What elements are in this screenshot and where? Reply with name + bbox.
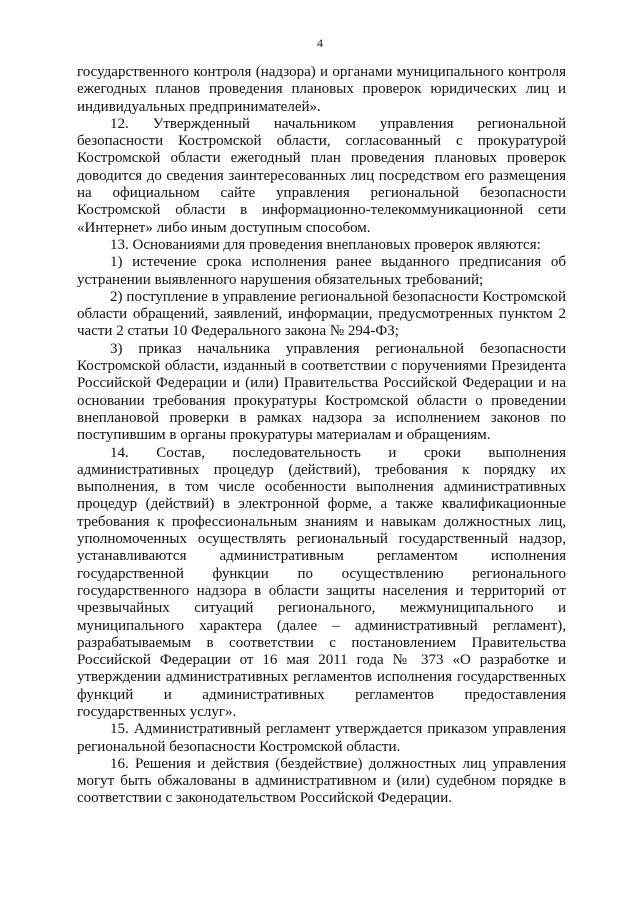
paragraph-13-item-2: 2) поступление в управление региональной безопасности Костромской области обращений, заявлений, информации, предусмотренных пунктом 2 части 2 статьи 10 Федерального закона № 294-ФЗ; xyxy=(77,288,566,340)
paragraph-13-item-3: 3) приказ начальника управления региональной безопасности Костромской области, изданный в соответствии с поручениями Президента Российской Федерации и (или) Правительства Российской Федерации и на основании требования прокуратуры Костромской области о проведении внеплановой проверки в рамках надзора за исполнением законов по поступившим в органы прокуратуры материалам и обращениям. xyxy=(77,340,566,444)
paragraph-12: 12. Утвержденный начальником управления региональной безопасности Костромской области, согласованный с прокуратурой Костромской области ежегодный план проведения плановых проверок доводится до сведения заинтересованных лиц посредством его размещения на официальном сайте управления региональной безопасности Костромской области в информационно-телекоммуникационной сети «Интернет» либо иным доступным способом. xyxy=(77,115,566,236)
paragraph-14: 14. Состав, последовательность и сроки выполнения административных процедур (действий), требования к порядку их выполнения, в том числе особенности выполнения административных процедур (действий) в электронной форме, а также квалификационные требования к профессиональным знаниям и навыкам должностных лиц, уполномоченных осуществлять региональный государственный надзор, устанавливаются административным регламентом исполнения государственной функции по осуществлению регионального государственного надзора в области защиты населения и территорий от чрезвычайных ситуаций регионального, межмуниципального и муниципального характера (далее – административный регламент), разрабатываемым в соответствии с постановлением Правительства Российской Федерации от 16 мая 2011 года № 373 «О разработке и утверждении административных регламентов исполнения государственных функций и административных регламентов предоставления государственных услуг». xyxy=(77,444,566,720)
paragraph-15: 15. Административный регламент утверждается приказом управления региональной безопасности Костромской области. xyxy=(77,721,566,755)
page-number: 4 xyxy=(317,36,323,50)
paragraph-13: 13. Основаниями для проведения внеплановых проверок являются: xyxy=(110,236,541,253)
document-body xyxy=(77,64,566,808)
paragraph-continuation: государственного контроля (надзора) и органами муниципального контроля ежегодных планов проведения плановых проверок юридических лиц и индивидуальных предпринимателей». xyxy=(77,64,566,115)
paragraph-16: 16. Решения и действия (бездействие) должностных лиц управления могут быть обжалованы в административном и (или) судебном порядке в соответствии с законодательством Российской Федерации. xyxy=(77,755,566,807)
paragraph-13-item-1: 1) истечение срока исполнения ранее выданного предписания об устранении выявленного нарушения обязательных требований; xyxy=(77,254,566,288)
